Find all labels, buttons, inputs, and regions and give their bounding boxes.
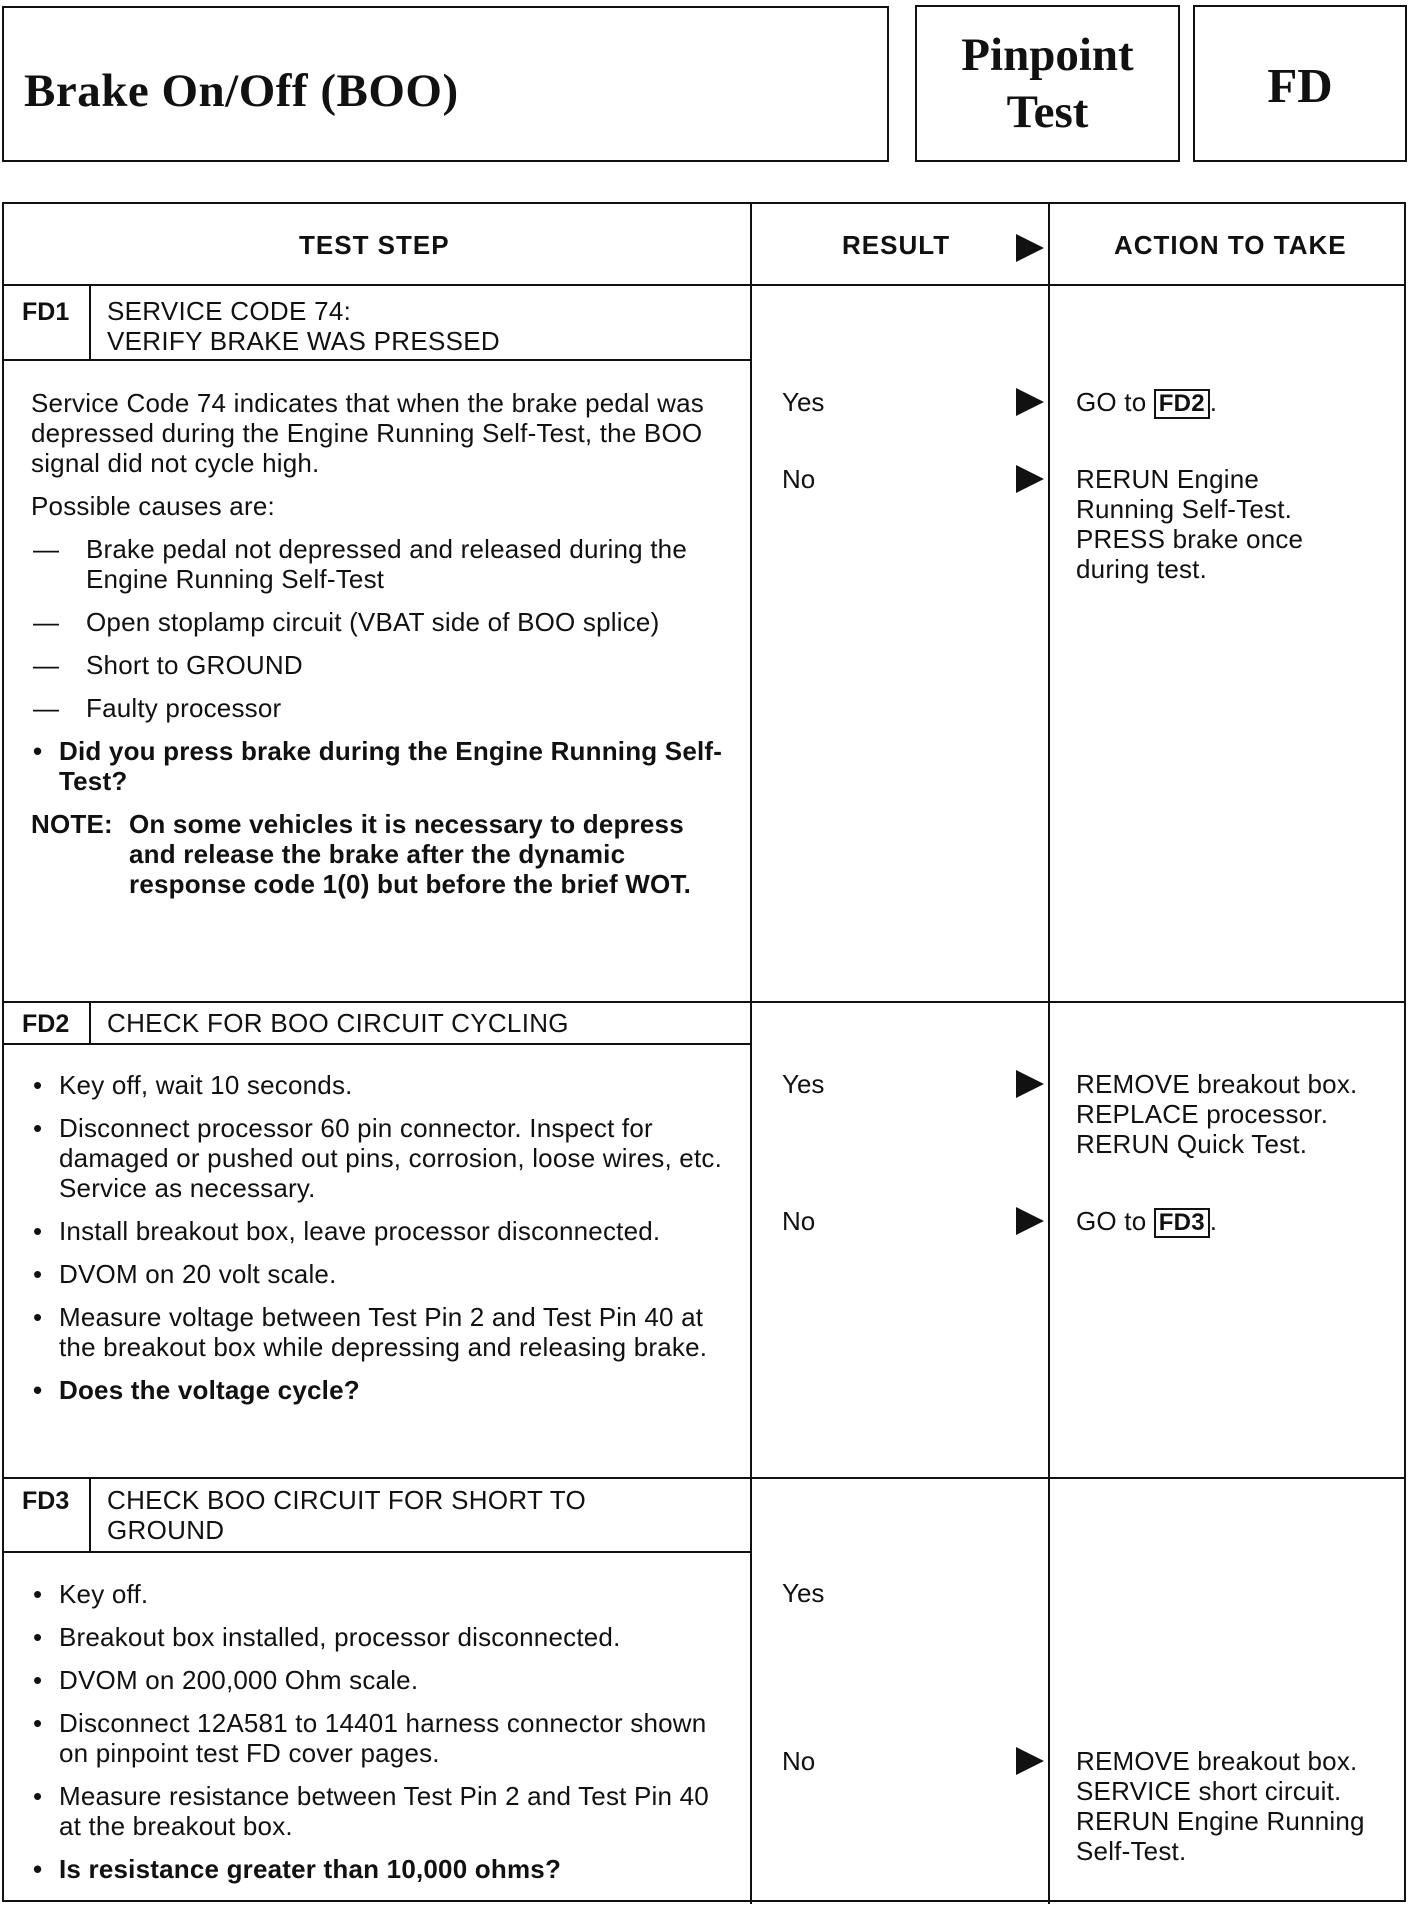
- step-bullet: • Key off.: [31, 1579, 731, 1609]
- column-divider-action: [1048, 204, 1050, 1904]
- cause-item: — Short to GROUND: [31, 650, 731, 680]
- action-yes-fd1: [1076, 387, 1217, 419]
- step-question: • Is resistance greater than 10,000 ohms?: [31, 1854, 731, 1884]
- step-id-fd3: FD3: [22, 1487, 70, 1515]
- pinpoint-line2: Test: [1006, 86, 1089, 138]
- test-code: FD: [1193, 5, 1407, 162]
- step-title-underline: [4, 1043, 750, 1045]
- step-id-divider: [89, 1001, 91, 1043]
- step-note: [31, 809, 731, 899]
- note-label: NOTE:: [31, 809, 113, 839]
- step-bullet: • Measure voltage between Test Pin 2 and Test Pin 40 at the breakout box while depressing and releasing brake.: [31, 1302, 731, 1362]
- step-divider: [4, 1477, 1404, 1479]
- result-yes: Yes: [782, 1069, 825, 1099]
- step-body-fd3: [31, 1579, 731, 1897]
- cause-item: — Brake pedal not depressed and released during the Engine Running Self-Test: [31, 534, 731, 594]
- pinpoint-line1: Pinpoint: [961, 29, 1134, 81]
- action-no-fd1: RERUN Engine Running Self-Test. PRESS brake once during test.: [1076, 464, 1304, 584]
- step-id-divider: [89, 284, 91, 360]
- step-bullet: • Disconnect 12A581 to 14401 harness connector shown on pinpoint test FD cover pages.: [31, 1708, 731, 1768]
- step-question: • Did you press brake during the Engine Running Self-Test?: [31, 736, 731, 796]
- step-title-fd2: CHECK FOR BOO CIRCUIT CYCLING: [107, 1008, 569, 1038]
- step-title-line: CHECK BOO CIRCUIT FOR SHORT TO: [107, 1485, 586, 1515]
- step-reference: FD3: [1154, 1208, 1210, 1238]
- column-header-test-step: TEST STEP: [299, 230, 450, 260]
- note-text: On some vehicles it is necessary to depress and release the brake after the dynamic response code 1(0) but before the brief WOT.: [129, 809, 692, 899]
- step-id-fd2: FD2: [22, 1010, 70, 1038]
- result-yes: Yes: [782, 1578, 825, 1608]
- header-divider: [4, 284, 1404, 286]
- action-text: GO to: [1076, 387, 1147, 417]
- result-no: No: [782, 1206, 816, 1236]
- action-text: GO to: [1076, 1206, 1147, 1236]
- step-question: • Does the voltage cycle?: [31, 1375, 731, 1405]
- step-bullet: • DVOM on 20 volt scale.: [31, 1259, 731, 1289]
- column-divider-result: [750, 204, 752, 1904]
- action-no-fd3: REMOVE breakout box. SERVICE short circuit. RERUN Engine Running Self-Test.: [1076, 1746, 1365, 1866]
- step-bullet: • Breakout box installed, processor disconnected.: [31, 1622, 731, 1652]
- step-title-line: VERIFY BRAKE WAS PRESSED: [107, 326, 500, 356]
- step-id-fd1: FD1: [22, 298, 70, 326]
- arrow-right-icon: [1016, 1207, 1044, 1235]
- arrow-right-icon: [1016, 1747, 1044, 1775]
- action-yes-fd2: REMOVE breakout box. REPLACE processor. RERUN Quick Test.: [1076, 1069, 1358, 1159]
- column-header-result: RESULT: [842, 230, 951, 260]
- step-body-fd1: [31, 388, 731, 899]
- cause-item: — Faulty processor: [31, 693, 731, 723]
- page-title: Brake On/Off (BOO): [24, 65, 459, 117]
- step-title-line: SERVICE CODE 74:: [107, 296, 352, 326]
- column-header-action: ACTION TO TAKE: [1114, 230, 1347, 260]
- step-bullet: • Install breakout box, leave processor disconnected.: [31, 1216, 731, 1246]
- cause-item: — Open stoplamp circuit (VBAT side of BOO splice): [31, 607, 731, 637]
- step-intro: Service Code 74 indicates that when the brake pedal was depressed during the Engine Running Self-Test, the BOO signal did not cycle high.: [31, 388, 704, 478]
- step-title-fd3: [107, 1485, 586, 1545]
- step-bullet: • DVOM on 200,000 Ohm scale.: [31, 1665, 731, 1695]
- result-no: No: [782, 464, 816, 494]
- step-bullet: • Key off, wait 10 seconds.: [31, 1070, 731, 1100]
- step-title-line: GROUND: [107, 1515, 225, 1545]
- page-title-box: [2, 6, 889, 162]
- result-yes: Yes: [782, 387, 825, 417]
- step-bullet: • Disconnect processor 60 pin connector. Inspect for damaged or pushed out pins, corrosion, loose wires, etc. Service as necessary.: [31, 1113, 731, 1203]
- action-no-fd2: [1076, 1206, 1217, 1238]
- action-text: .: [1209, 387, 1218, 417]
- step-id-divider: [89, 1477, 91, 1552]
- step-body-fd2: [31, 1070, 731, 1418]
- arrow-right-icon: [1016, 1070, 1044, 1098]
- step-title-underline: [4, 359, 750, 361]
- step-title-fd1: [107, 296, 500, 356]
- arrow-right-icon: [1016, 465, 1044, 493]
- arrow-right-icon: [1016, 388, 1044, 416]
- step-title-underline: [4, 1551, 750, 1553]
- step-divider: [4, 1001, 1404, 1003]
- pinpoint-test-table: [2, 202, 1406, 1902]
- result-arrow-icon: [1016, 234, 1044, 262]
- pinpoint-test-label: [915, 5, 1180, 162]
- step-reference: FD2: [1154, 389, 1210, 419]
- result-no: No: [782, 1746, 816, 1776]
- step-bullet: • Measure resistance between Test Pin 2 and Test Pin 40 at the breakout box.: [31, 1781, 731, 1841]
- causes-label: Possible causes are:: [31, 491, 275, 521]
- action-text: .: [1209, 1206, 1218, 1236]
